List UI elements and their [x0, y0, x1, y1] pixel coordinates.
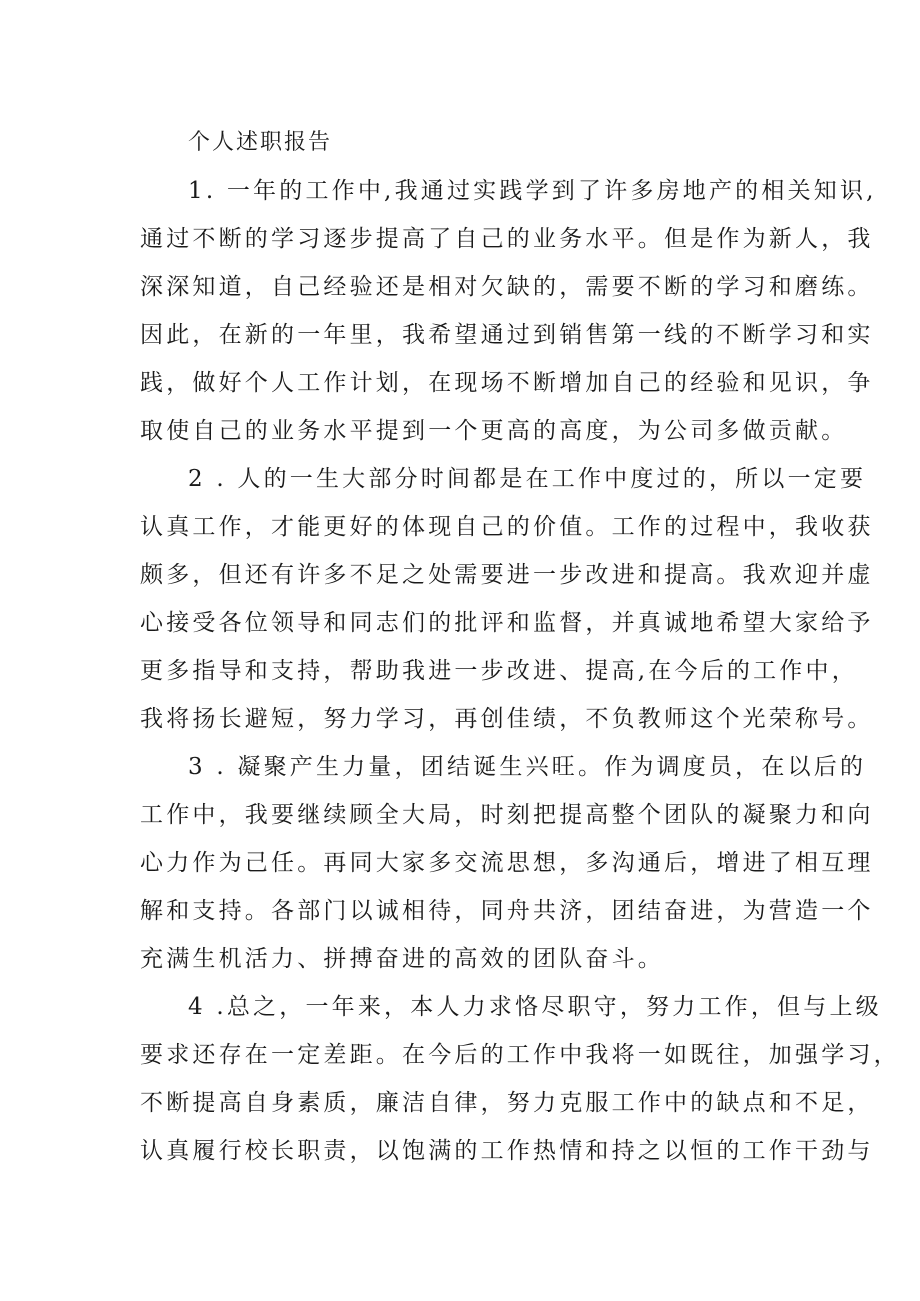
paragraph-2-line-2: 认真工作，才能更好的体现自己的价值。工作的过程中，我收获: [140, 514, 874, 540]
paragraph-4-line-2: 要求还存在一定差距。在今后的工作中我将一如既往，加强学习，: [140, 1042, 900, 1068]
paragraph-1-line-5: 践，做好个人工作计划，在现场不断增加自己的经验和见识，争: [140, 370, 874, 396]
paragraph-4-line-1: 4 .总之，一年来，本人力求恪尽职守，努力工作，但与上级: [188, 994, 882, 1020]
paragraph-3-line-4: 解和支持。各部门以诚相待，同舟共济，团结奋进，为营造一个: [140, 898, 874, 924]
paragraph-1-line-2: 通过不断的学习逐步提高了自己的业务水平。但是作为新人，我: [140, 226, 874, 252]
paragraph-2-line-5: 更多指导和支持，帮助我进一步改进、提高,在今后的工作中，: [140, 658, 858, 684]
paragraph-3-line-2: 工作中，我要继续顾全大局，时刻把提高整个团队的凝聚力和向: [140, 802, 874, 828]
paragraph-1-line-4: 因此，在新的一年里，我希望通过到销售第一线的不断学习和实: [140, 322, 874, 348]
paragraph-1-line-1: 1. 一年的工作中,我通过实践学到了许多房地产的相关知识,: [188, 178, 877, 204]
paragraph-3-line-5: 充满生机活力、拼搏奋进的高效的团队奋斗。: [140, 946, 664, 972]
paragraph-3-line-1: 3 . 凝聚产生力量，团结诞生兴旺。作为调度员，在以后的: [188, 754, 867, 780]
document-title: 个人述职报告: [188, 130, 333, 155]
paragraph-1-line-3: 深深知道，自己经验还是相对欠缺的，需要不断的学习和磨练。: [140, 274, 874, 300]
paragraph-2-line-1: 2 . 人的一生大部分时间都是在工作中度过的，所以一定要: [188, 466, 867, 492]
paragraph-4-line-4: 认真履行校长职责，以饱满的工作热情和持之以恒的工作干劲与: [140, 1138, 874, 1164]
paragraph-2-line-3: 颇多，但还有许多不足之处需要进一步改进和提高。我欢迎并虚: [140, 562, 874, 588]
paragraph-4-line-3: 不断提高自身素质，廉洁自律，努力克服工作中的缺点和不足，: [140, 1090, 874, 1116]
paragraph-2-line-4: 心接受各位领导和同志们的批评和监督，并真诚地希望大家给予: [140, 610, 874, 636]
paragraph-1-line-6: 取使自己的业务水平提到一个更高的高度，为公司多做贡献。: [140, 418, 848, 444]
paragraph-3-line-3: 心力作为己任。再同大家多交流思想，多沟通后，增进了相互理: [140, 850, 874, 876]
paragraph-2-line-6: 我将扬长避短，努力学习，再创佳绩，不负教师这个光荣称号。: [140, 706, 874, 732]
